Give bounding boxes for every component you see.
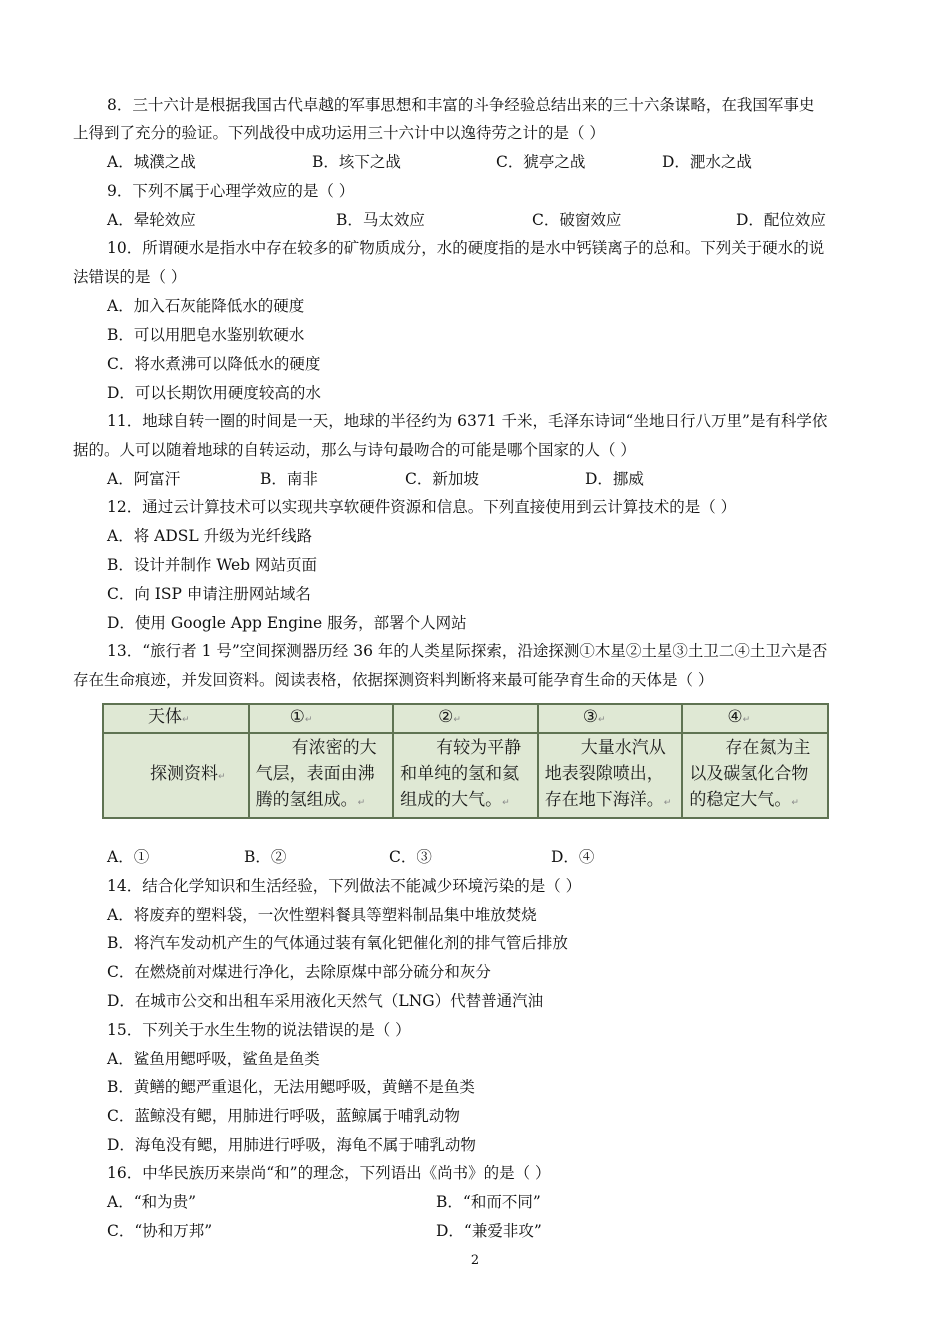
q11-stem-line2: 据的。人可以随着地球的自转运动，那么与诗句最吻合的可能是哪个国家的人（ ） — [73, 441, 636, 459]
q9-stem: 9．下列不属于心理学效应的是（ ） — [107, 182, 355, 200]
q13-option-b: B．② — [244, 848, 287, 866]
data-cell: 大量水汽从 地表裂隙喷出， 存在地下海洋。↵ — [538, 733, 683, 818]
q8-option-c: C．猇亭之战 — [496, 153, 586, 171]
q12-option-c: C．向 ISP 申请注册网站域名 — [107, 585, 311, 603]
q13-option-d: D．④ — [551, 848, 595, 866]
q11-option-a: A．阿富汗 — [107, 470, 181, 488]
q14-option-d: D．在城市公交和出租车采用液化天然气（LNG）代替普通汽油 — [107, 992, 544, 1010]
header-cell: ①↵ — [249, 704, 394, 733]
q14-option-a: A．将废弃的塑料袋，一次性塑料餐具等塑料制品集中堆放焚烧 — [107, 906, 537, 924]
q14-option-c: C．在燃烧前对煤进行净化，去除原煤中部分硫分和灰分 — [107, 963, 491, 981]
q12-option-a: A．将 ADSL 升级为光纤线路 — [107, 527, 313, 545]
q8-option-a: A．城濮之战 — [107, 153, 196, 171]
q16-option-b: B．“和而不同” — [436, 1193, 541, 1211]
q12-stem: 12．通过云计算技术可以实现共享软硬件资源和信息。下列直接使用到云计算技术的是（ ） — [107, 498, 737, 516]
q16-option-d: D．“兼爱非攻” — [436, 1222, 542, 1240]
q10-option-c: C．将水煮沸可以降低水的硬度 — [107, 355, 321, 373]
q14-stem: 14．结合化学知识和生活经验，下列做法不能减少环境污染的是（ ） — [107, 877, 582, 895]
data-cell: 存在氮为主 以及碳氢化合物 的稳定大气。↵ — [682, 733, 828, 818]
q11-option-b: B．南非 — [260, 470, 318, 488]
header-cell: ③↵ — [538, 704, 683, 733]
q16-stem: 16．中华民族历来崇尚“和”的理念，下列语出《尚书》的是（ ） — [107, 1164, 551, 1182]
q9-option-d: D．配位效应 — [736, 211, 826, 229]
header-cell: 天体↵ — [103, 704, 249, 733]
q10-stem-line2: 法错误的是（ ） — [73, 268, 187, 286]
q9-option-a: A．晕轮效应 — [107, 211, 196, 229]
q15-option-a: A．鲨鱼用鳃呼吸，鲨鱼是鱼类 — [107, 1050, 320, 1068]
q11-option-d: D．挪威 — [585, 470, 644, 488]
q13-option-a: A．① — [107, 848, 150, 866]
q11-stem-line1: 11．地球自转一圈的时间是一天，地球的半径约为 6371 千米，毛泽东诗词“坐地日行八万里”是有科学依 — [107, 412, 828, 430]
q15-option-d: D．海龟没有鳃，用肺进行呼吸，海龟不属于哺乳动物 — [107, 1136, 476, 1154]
q12-option-b: B．设计并制作 Web 网站页面 — [107, 556, 318, 574]
q10-stem-line1: 10．所谓硬水是指水中存在较多的矿物质成分，水的硬度指的是水中钙镁离子的总和。下列关于硬水的说 — [107, 239, 825, 257]
q12-option-d: D．使用 Google App Engine 服务，部署个人网站 — [107, 614, 467, 632]
page-number: 2 — [470, 1253, 480, 1268]
q8-stem-line2: 上得到了充分的验证。下列战役中成功运用三十六计中以逸待劳之计的是（ ） — [73, 124, 605, 142]
table-header-row — [103, 704, 828, 733]
q13-stem-line2: 存在生命痕迹，并发回资料。阅读表格，依据探测资料判断将来最可能孕育生命的天体是（ ） — [73, 671, 714, 689]
q8-stem-line1: 8．三十六计是根据我国古代卓越的军事思想和丰富的斗争经验总结出来的三十六条谋略，在我国军事史 — [107, 96, 815, 114]
q16-option-c: C．“协和万邦” — [107, 1222, 213, 1240]
q10-option-d: D．可以长期饮用硬度较高的水 — [107, 384, 321, 402]
q9-option-b: B．马太效应 — [336, 211, 425, 229]
header-cell: ②↵ — [393, 704, 538, 733]
q16-option-a: A．“和为贵” — [107, 1193, 197, 1211]
q11-option-c: C．新加坡 — [405, 470, 479, 488]
q15-stem: 15．下列关于水生生物的说法错误的是（ ） — [107, 1021, 411, 1039]
q8-option-d: D．淝水之战 — [662, 153, 752, 171]
q15-option-c: C．蓝鲸没有鳃，用肺进行呼吸，蓝鲸属于哺乳动物 — [107, 1107, 460, 1125]
q10-option-a: A．加入石灰能降低水的硬度 — [107, 297, 305, 315]
table-data-row — [103, 733, 828, 818]
q9-option-c: C．破窗效应 — [532, 211, 622, 229]
header-cell: ④↵ — [682, 704, 828, 733]
row-label-cell: 探测资料↵ — [103, 733, 249, 818]
q13-option-c: C．③ — [389, 848, 432, 866]
q10-option-b: B．可以用肥皂水鉴别软硬水 — [107, 326, 305, 344]
q8-option-b: B．垓下之战 — [312, 153, 401, 171]
q15-option-b: B．黄鳝的鳃严重退化，无法用鳃呼吸，黄鳝不是鱼类 — [107, 1078, 475, 1096]
q13-stem-line1: 13．“旅行者 1 号”空间探测器历经 36 年的人类星际探索，沿途探测①木星②土星③土卫二④土卫六是否 — [107, 642, 828, 660]
probe-data-table — [102, 703, 829, 819]
data-cell: 有浓密的大 气层，表面由沸 腾的氢组成。↵ — [249, 733, 394, 818]
data-cell: 有较为平静 和单纯的氢和氦 组成的大气。↵ — [393, 733, 538, 818]
q14-option-b: B．将汽车发动机产生的气体通过装有氧化钯催化剂的排气管后排放 — [107, 934, 568, 952]
